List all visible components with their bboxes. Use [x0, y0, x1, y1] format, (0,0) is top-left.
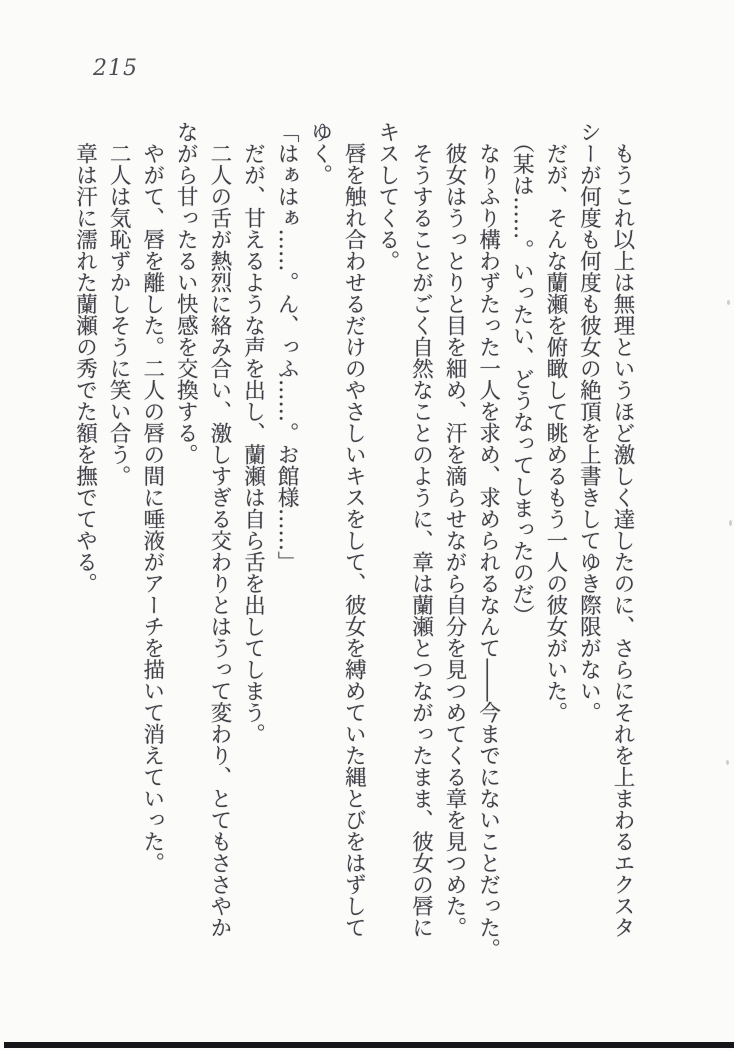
text-column: ゆく。 [307, 121, 333, 186]
text-column: シーが何度も何度も彼女の絶頂を上書きしてゆき際限がない。 [576, 121, 602, 723]
text-column: もうこれ以上は無理というほど激しく達したのに、さらにそれを上まわるエクスタ [610, 121, 635, 938]
text-column: 彼女はうっとりと目を細め、汗を滴らせながら自分を見つめてくる章を見つめた。 [442, 121, 468, 938]
page-number: 215 [93, 56, 138, 81]
text-column: なりふり構わずたった一人を求め、求められるなんて――今までにないことだった。 [475, 121, 501, 960]
text-column: 二人は気恥ずかしそうに笑い合う。 [106, 121, 132, 487]
scan-speck [729, 520, 732, 526]
text-column: 「はぁはぁ……。ん、っふ……。お館様……」 [274, 121, 300, 573]
text-column: 二人の舌が熱烈に絡み合い、激しすぎる交わりとはうって変わり、とてもささやか [206, 121, 232, 938]
page-bottom-edge [4, 1042, 734, 1048]
text-column: そうすることがごく自然なことのように、章は蘭瀬とつながったまま、彼女の唇に [408, 121, 434, 938]
vertical-text-block [67, 121, 639, 967]
text-column: だが、そんな蘭瀬を俯瞰して眺めるもう一人の彼女がいた。 [542, 121, 568, 723]
text-column: やがて、唇を離した。二人の唇の間に唾液がアーチを描いて消えていった。 [139, 121, 165, 874]
text-column: （某は……。いったい、どうなってしまったのだ） [509, 121, 535, 627]
scan-speck [726, 760, 729, 765]
text-column: キスしてくる。 [374, 121, 400, 272]
scan-speck [727, 300, 730, 305]
text-column: 唇を触れ合わせるだけのやさしいキスをして、彼女を縛めていた縄とびをはずして [341, 121, 367, 938]
text-column: 章は汗に濡れた蘭瀬の秀でた額を撫でてやる。 [72, 121, 98, 594]
text-column: だが、甘えるような声を出し、蘭瀬は自ら舌を出してしまう。 [240, 121, 266, 745]
text-column: ながら甘ったるい快感を交換する。 [173, 121, 199, 465]
